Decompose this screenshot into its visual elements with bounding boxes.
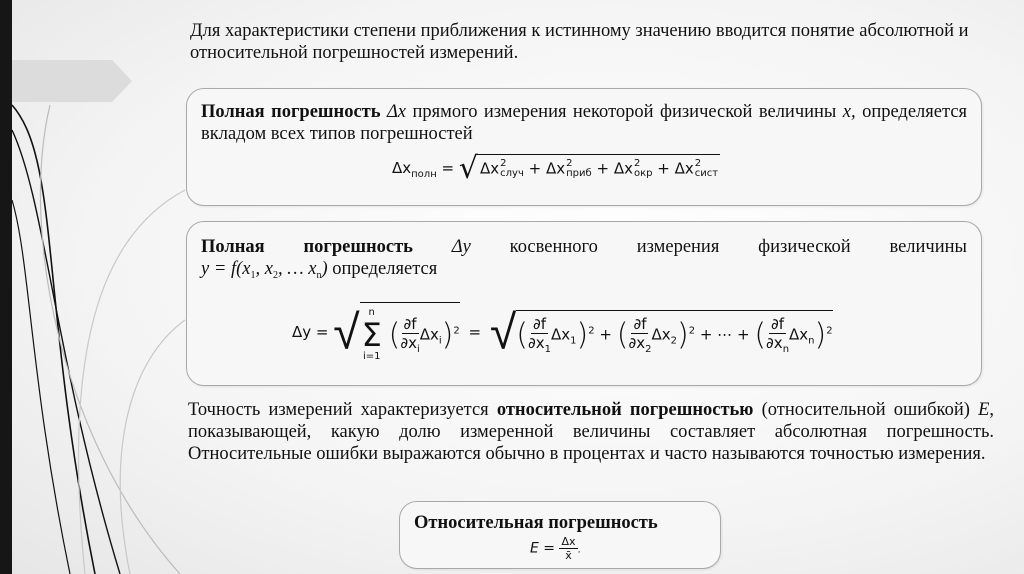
indirect-error-box xyxy=(186,221,982,386)
box2-word6: величины xyxy=(889,237,967,257)
f2-lhs: Δy = xyxy=(292,323,329,341)
box1-text-b: определяется вкладом всех типов погрешностей xyxy=(201,102,968,144)
box1-variable: x, xyxy=(842,102,856,122)
para2-c: , показывающей, какую долю измеренной величины составляет абсолютная погрешность. Относительные ошибки выражаются обычно в процентах и часто называются точностью измерения. xyxy=(188,400,995,464)
f1-term4: Δx xyxy=(674,159,694,177)
box2-line2: $y = f(x_1$, $x_2$, … $x_n$) определяется xyxy=(201,259,438,281)
relative-error-paragraph xyxy=(188,399,994,465)
relative-error-formula: E = $\frac{\Delta x}{x̄}$ . xyxy=(530,535,581,562)
relative-error-box xyxy=(399,501,721,569)
box1-title: Полная погрешность xyxy=(201,102,381,122)
box2-word3: косвенного xyxy=(509,237,598,257)
box2-title-2: погрешность xyxy=(303,237,413,257)
box2-text-end: определяется xyxy=(332,259,438,279)
indirect-error-text xyxy=(201,236,967,287)
para2-b: (относительной ошибкой) xyxy=(761,400,970,420)
box2-symbol: Δy xyxy=(451,237,471,257)
para2-a: Точность измерений характеризуется xyxy=(188,400,489,420)
box1-text-a: прямого измерения некоторой физической величины xyxy=(412,102,837,122)
decorative-curves xyxy=(0,0,190,574)
box2-title: Полная xyxy=(201,237,265,257)
box2-word4: измерения xyxy=(636,237,720,257)
f1-lhs: Δx xyxy=(392,159,412,177)
direct-error-text xyxy=(201,101,967,145)
indirect-error-formula: Δy = √ n Σ i=1 ( $\frac{\partial f}{\partial x_i}$ $\Delta x_i)^2$ = √( $\frac{\partial f}{\partial x_1}$ $\Delta x_1)^2$ + ( $\frac{\partial f}{\partial x_2}$ $\Delta x_2)^2$ + ⋯ + ( $\frac{\partial f}{\partial x_n}$ $\Delta x_n)^2$ xyxy=(292,302,833,363)
f1-lhs-sub: полн xyxy=(411,169,437,180)
box1-symbol: Δx xyxy=(386,102,407,122)
box3-title: Относительная погрешность xyxy=(414,513,658,533)
f1-term3: Δx xyxy=(613,159,633,177)
direct-error-box xyxy=(186,88,982,206)
total-error-formula: $\Delta x_{полн}$ = √ Δx 2 случ + Δx 2 приб + Δx 2 окр + Δx 2 сист xyxy=(392,151,719,186)
para2-bold: относительной погрешностью xyxy=(496,400,754,420)
f1-eq: = xyxy=(441,159,455,177)
para2-var: E xyxy=(978,400,990,420)
intro-paragraph: Для характеристики степени приближения к истинному значению вводится понятие абсолютной и относительной погрешностей измерений. xyxy=(190,21,969,63)
f1-term2: Δx xyxy=(546,159,566,177)
f1-term1: Δx xyxy=(480,159,500,177)
box2-word5: физической xyxy=(758,237,851,257)
